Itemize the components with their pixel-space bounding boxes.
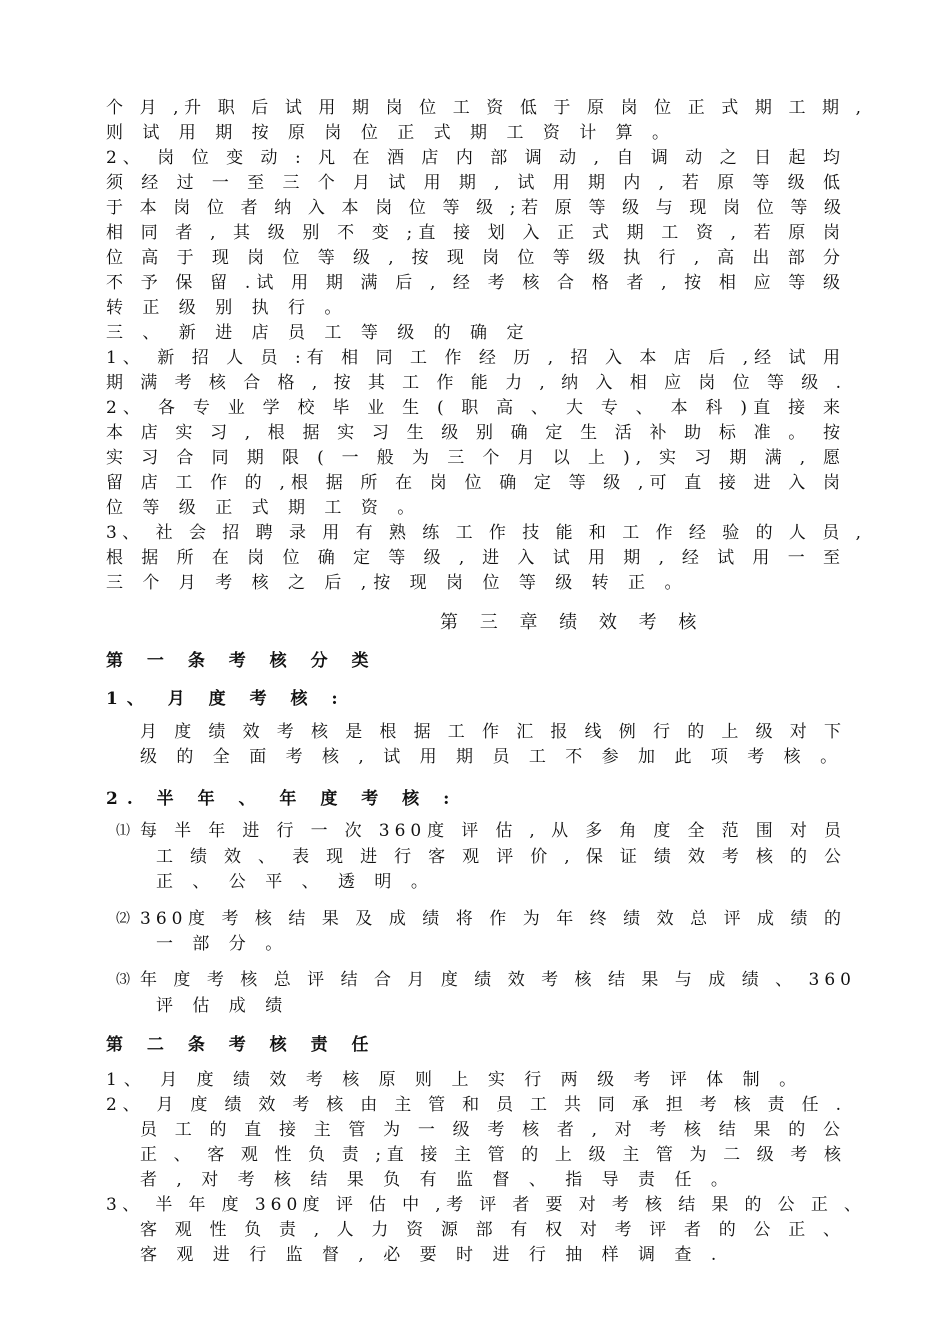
text-line: 评 估 成 绩 [156,996,290,1016]
text-line: 一 部 分 。 [156,934,290,954]
text-line: 客 观 进 行 监 督 , 必 要 时 进 行 抽 样 调 查 . [140,1245,724,1265]
text-line: 2、 岗 位 变 动 : 凡 在 酒 店 内 部 调 动 , 自 调 动 之 日 起 均 [106,148,846,168]
section-heading: 三 、 新 进 店 员 工 等 级 的 确 定 [106,323,531,343]
text-line: 3、 社 会 招 聘 录 用 有 熟 练 工 作 技 能 和 工 作 经 验 的 人 员 , [106,523,866,543]
text-line: 则 试 用 期 按 原 岗 位 正 式 期 工 资 计 算 。 [106,123,677,143]
list-marker: ⑶ [116,972,130,988]
subsection-title: 1、 月 度 考 核 : [106,689,347,709]
text-line: 月 度 绩 效 考 核 是 根 据 工 作 汇 报 线 例 行 的 上 级 对 下 [140,722,846,742]
text-line: 位 等 级 正 式 期 工 资 。 [106,498,422,518]
text-line: 员 工 的 直 接 主 管 为 一 级 考 核 者 , 对 考 核 结 果 的 公 [140,1120,846,1140]
article-heading: 第 二 条 考 核 责 任 [106,1035,378,1055]
text-line: 级 的 全 面 考 核 , 试 用 期 员 工 不 参 加 此 项 考 核 。 [140,747,845,767]
article-heading: 第 一 条 考 核 分 类 [106,651,378,671]
text-line: 期 满 考 核 合 格 , 按 其 工 作 能 力 , 纳 入 相 应 岗 位 等 级 . [106,373,846,393]
text-line: 于 本 岗 位 者 纳 入 本 岗 位 等 级 ;若 原 等 级 与 现 岗 位 等 级 [106,198,846,218]
text-line: 年 度 考 核 总 评 结 合 月 度 绩 效 考 核 结 果 与 成 绩 、 360 [140,970,856,990]
list-marker: ⑴ [116,823,130,839]
text-line: 本 店 实 习 , 根 据 实 习 生 级 别 确 定 生 活 补 助 标 准 。 按 [106,423,846,443]
text-line: 1、 新 招 人 员 :有 相 同 工 作 经 历 , 招 入 本 店 后 ,经 试 用 [106,348,846,368]
text-line: 留 店 工 作 的 ,根 据 所 在 岗 位 确 定 等 级 ,可 直 接 进 入 岗 [106,473,846,493]
text-line: 根 据 所 在 岗 位 确 定 等 级 , 进 入 试 用 期 , 经 试 用 一 至 [106,548,846,568]
text-line: 3、 半 年 度 360度 评 估 中 ,考 评 者 要 对 考 核 结 果 的 公 正 、 [106,1195,866,1215]
text-line: 不 予 保 留 .试 用 期 满 后 , 经 考 核 合 格 者 , 按 相 应 等 级 [106,273,846,293]
text-line: 2、 各 专 业 学 校 毕 业 生 ( 职 高 、 大 专 、 本 科 )直 接 来 [106,398,846,418]
text-line: 2、 月 度 绩 效 考 核 由 主 管 和 员 工 共 同 承 担 考 核 责 任 . [106,1095,846,1115]
text-line: 工 绩 效 、 表 现 进 行 客 观 评 价 , 保 证 绩 效 考 核 的 公 [156,847,846,867]
list-marker: ⑵ [116,911,130,927]
text-line: 者 , 对 考 核 结 果 负 有 监 督 、 指 导 责 任 。 [140,1170,735,1190]
text-line: 实 习 合 同 期 限 ( 一 般 为 三 个 月 以 上 ), 实 习 期 满 , 愿 [106,448,846,468]
text-line: 转 正 级 别 执 行 。 [106,298,349,318]
text-line: 位 高 于 现 岗 位 等 级 , 按 现 岗 位 等 级 执 行 , 高 出 部 分 [106,248,846,268]
text-line: 个 月 ,升 职 后 试 用 期 岗 位 工 资 低 于 原 岗 位 正 式 期 工 期 , [106,98,866,118]
text-line: 正 、 客 观 性 负 责 ;直 接 主 管 的 上 级 主 管 为 二 级 考 核 [140,1145,846,1165]
text-line: 1、 月 度 绩 效 考 核 原 则 上 实 行 两 级 考 评 体 制 。 [106,1070,804,1090]
text-line: 三 个 月 考 核 之 后 ,按 现 岗 位 等 级 转 正 。 [106,573,689,593]
text-line: 客 观 性 负 责 , 人 力 资 源 部 有 权 对 考 评 者 的 公 正 、 [140,1220,846,1240]
text-line: 正 、 公 平 、 透 明 。 [156,872,435,892]
text-line: 每 半 年 进 行 一 次 360度 评 估 , 从 多 角 度 全 范 围 对 员 [140,821,846,841]
text-line: 须 经 过 一 至 三 个 月 试 用 期 , 试 用 期 内 , 若 原 等 级 低 [106,173,846,193]
text-line: 360度 考 核 结 果 及 成 绩 将 作 为 年 终 绩 效 总 评 成 绩 的 [140,909,846,929]
subsection-title: 2. 半 年 、 年 度 考 核 : [106,789,459,809]
chapter-title: 第 三 章 绩 效 考 核 [440,612,705,633]
text-line: 相 同 者 , 其 级 别 不 变 ;直 接 划 入 正 式 期 工 资 , 若 原 岗 [106,223,846,243]
